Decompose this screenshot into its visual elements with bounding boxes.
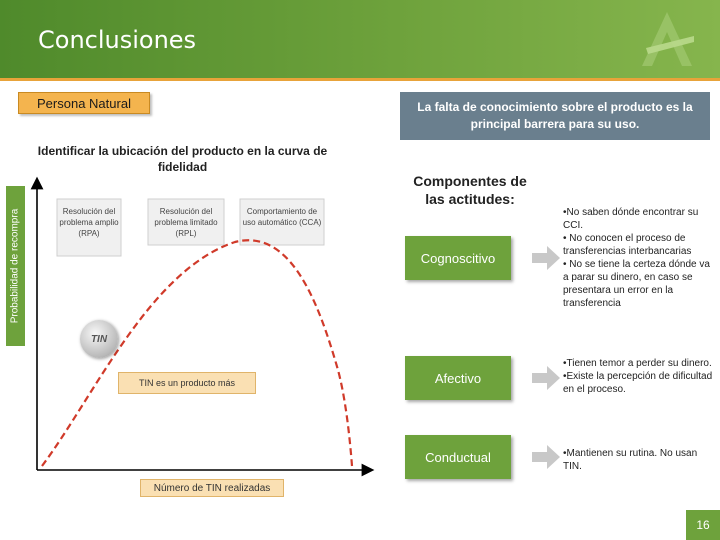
x-axis-label: Número de TIN realizadas	[140, 479, 284, 497]
component-desc-conductual	[563, 447, 713, 473]
components-title: Componentes de las actitudes:	[413, 173, 527, 207]
segment-label-cca: Comportamiento de uso automático (CCA)	[242, 207, 322, 227]
desc-line: •Existe la percepción de dificultad en el proceso.	[563, 371, 713, 395]
segment-label-rpl: Resolución del problema limitado (RPL)	[154, 207, 218, 238]
desc-line: •Tienen temor a perder su dinero.	[563, 358, 712, 369]
component-box-afectivo: Afectivo	[405, 356, 511, 400]
component-desc-cognoscitivo	[563, 206, 713, 310]
tin-icon: TIN	[80, 320, 118, 358]
y-axis-label: Probabilidad de recompra	[9, 208, 21, 324]
page-title: Conclusiones	[38, 26, 197, 54]
component-desc-afectivo	[563, 357, 713, 396]
banner-text: La falta de conocimiento sobre el producto es la principal barrera para su uso.	[400, 92, 710, 140]
component-box-conductual: Conductual	[405, 435, 511, 479]
desc-line: • No se tiene la certeza dónde va a parar su dinero, en caso se presentara un error en la transferencia	[563, 259, 710, 309]
persona-label: Persona Natural	[18, 92, 150, 114]
desc-line: • No conocen el proceso de transferencias interbancarias	[563, 233, 692, 257]
desc-line: •No saben dónde encontrar su CCI.	[563, 207, 699, 231]
component-box-cognoscitivo: Cognoscitivo	[405, 236, 511, 280]
curve-subtitle: Identificar la ubicación del producto en la curva de fidelidad	[37, 144, 328, 174]
page-number: 16	[686, 510, 720, 540]
arrow-right-icon	[532, 246, 560, 270]
arrow-right-icon	[532, 366, 560, 390]
arrow-right-icon	[532, 445, 560, 469]
tin-tag: TIN es un producto más	[118, 372, 256, 394]
desc-line: •Mantienen su rutina. No usan TIN.	[563, 448, 698, 472]
segment-label-rpa: Resolución del problema amplio (RPA)	[59, 207, 119, 238]
